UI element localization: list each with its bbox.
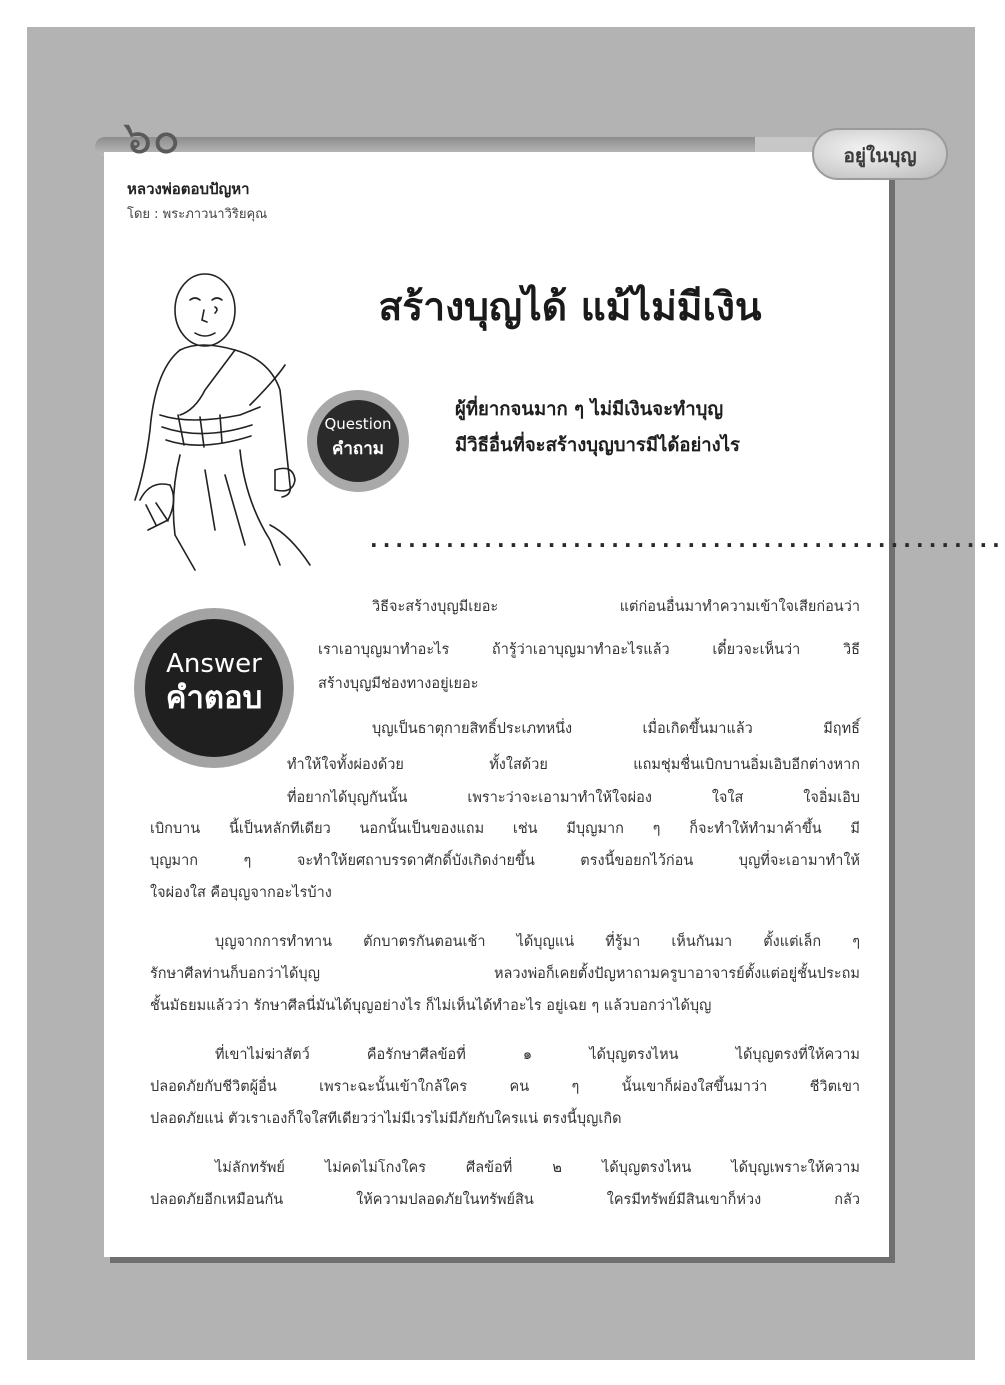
answer-badge-th: คำตอบ [165,680,263,716]
logo-text: อยู่ในบุญ [843,145,917,167]
question-text [455,392,835,464]
question-badge-th: คำถาม [332,439,384,459]
answer-line: เบิกบาน นี้เป็นหลักทีเดียว นอกนั้นเป็นของแถม เช่น มีบุญมาก ๆ ก็จะทำให้ทำมาค้าขึ้น มี [150,821,860,837]
answer-line: ปลอดภัยแน่ ตัวเราเองก็ใจใสทีเดียวว่าไม่มีเวรไม่มีภัยกับใครแน่ ตรงนี้บุญเกิด [150,1111,622,1127]
answer-badge-en: Answer [166,649,262,679]
answer-line: ไม่ลักทรัพย์ ไม่คดไม่โกงใคร ศีลข้อที่ ๒ ได้บุญตรงไหน ได้บุญเพราะให้ความ [215,1160,860,1176]
answer-line: บุญเป็นธาตุกายสิทธิ์ประเภทหนึ่ง เมื่อเกิดขึ้นมาแล้ว มีฤทธิ์ [372,721,860,737]
answer-badge [134,608,294,768]
magazine-logo [812,128,948,180]
question-line: มีวิธีอื่นที่จะสร้างบุญบารมีได้อย่างไร [455,435,740,456]
article-title: สร้างบุญได้ แม้ไม่มีเงิน [378,284,762,330]
answer-line: ปลอดภัยกับชีวิตผู้อื่น เพราะฉะนั้นเข้าใกล้ใคร คน ๆ นั้นเขาก็ผ่องใสขึ้นมาว่า ชีวิตเขา [150,1079,860,1095]
answer-line: ชั้นมัธยมแล้วว่า รักษาศีลนี่มันได้บุญอย่างไร ก็ไม่เห็นได้ทำอะไร อยู่เฉย ๆ แล้วบอกว่าได้บุญ [150,998,712,1014]
answer-line: ทำให้ใจทั้งผ่องด้วย ทั้งใสด้วย แถมชุ่มชื่นเบิกบานอิ่มเอิบอีกต่างหาก [287,757,860,773]
answer-line: บุญจากการทำทาน ตักบาตรกันตอนเช้า ได้บุญแน่ ที่รู้มา เห็นกันมา ตั้งแต่เล็ก ๆ [215,934,860,950]
section-title: หลวงพ่อตอบปัญหา [127,180,250,198]
answer-line: รักษาศีลท่านก็บอกว่าได้บุญ หลวงพ่อก็เคยตั้งปัญหาถามครูบาอาจารย์ตั้งแต่อยู่ชั้นประถม [150,966,860,982]
question-badge-en: Question [324,415,392,433]
answer-line: ใจผ่องใส คือบุญจากอะไรบ้าง [150,885,332,901]
author-byline: โดย : พระภาวนาวิริยคุณ [127,207,268,222]
answer-line: บุญมาก ๆ จะทำให้ยศถาบรรดาศักดิ์บังเกิดง่ายขึ้น ตรงนี้ขอยกไว้ก่อน บุญที่จะเอามาทำให้ [150,853,860,869]
page-number: ๖๐ [123,110,181,164]
question-line: ผู้ที่ยากจนมาก ๆ ไม่มีเงินจะทำบุญ [455,399,724,420]
dotted-separator: .................................................. [370,528,1005,552]
answer-line: ที่เขาไม่ฆ่าสัตว์ คือรักษาศีลข้อที่ ๑ ได้บุญตรงไหน ได้บุญตรงที่ให้ความ [215,1047,860,1063]
answer-line: สร้างบุญมีช่องทางอยู่เยอะ [318,676,479,692]
answer-line: เราเอาบุญมาทำอะไร ถ้ารู้ว่าเอาบุญมาทำอะไรแล้ว เดี๋ยวจะเห็นว่า วิธี [318,642,860,658]
monk-illustration [120,255,320,575]
question-badge [307,390,409,492]
answer-line: ที่อยากได้บุญกันนั้น เพราะว่าจะเอามาทำให้ใจผ่อง ใจใส ใจอิ่มเอิบ [287,790,860,806]
answer-line: ปลอดภัยอีกเหมือนกัน ให้ความปลอดภัยในทรัพย์สิน ใครมีทรัพย์มีสินเขาก็ห่วง กลัว [150,1192,860,1208]
answer-line: วิธีจะสร้างบุญมีเยอะ แต่ก่อนอื่นมาทำความเข้าใจเสียก่อนว่า [372,599,860,615]
